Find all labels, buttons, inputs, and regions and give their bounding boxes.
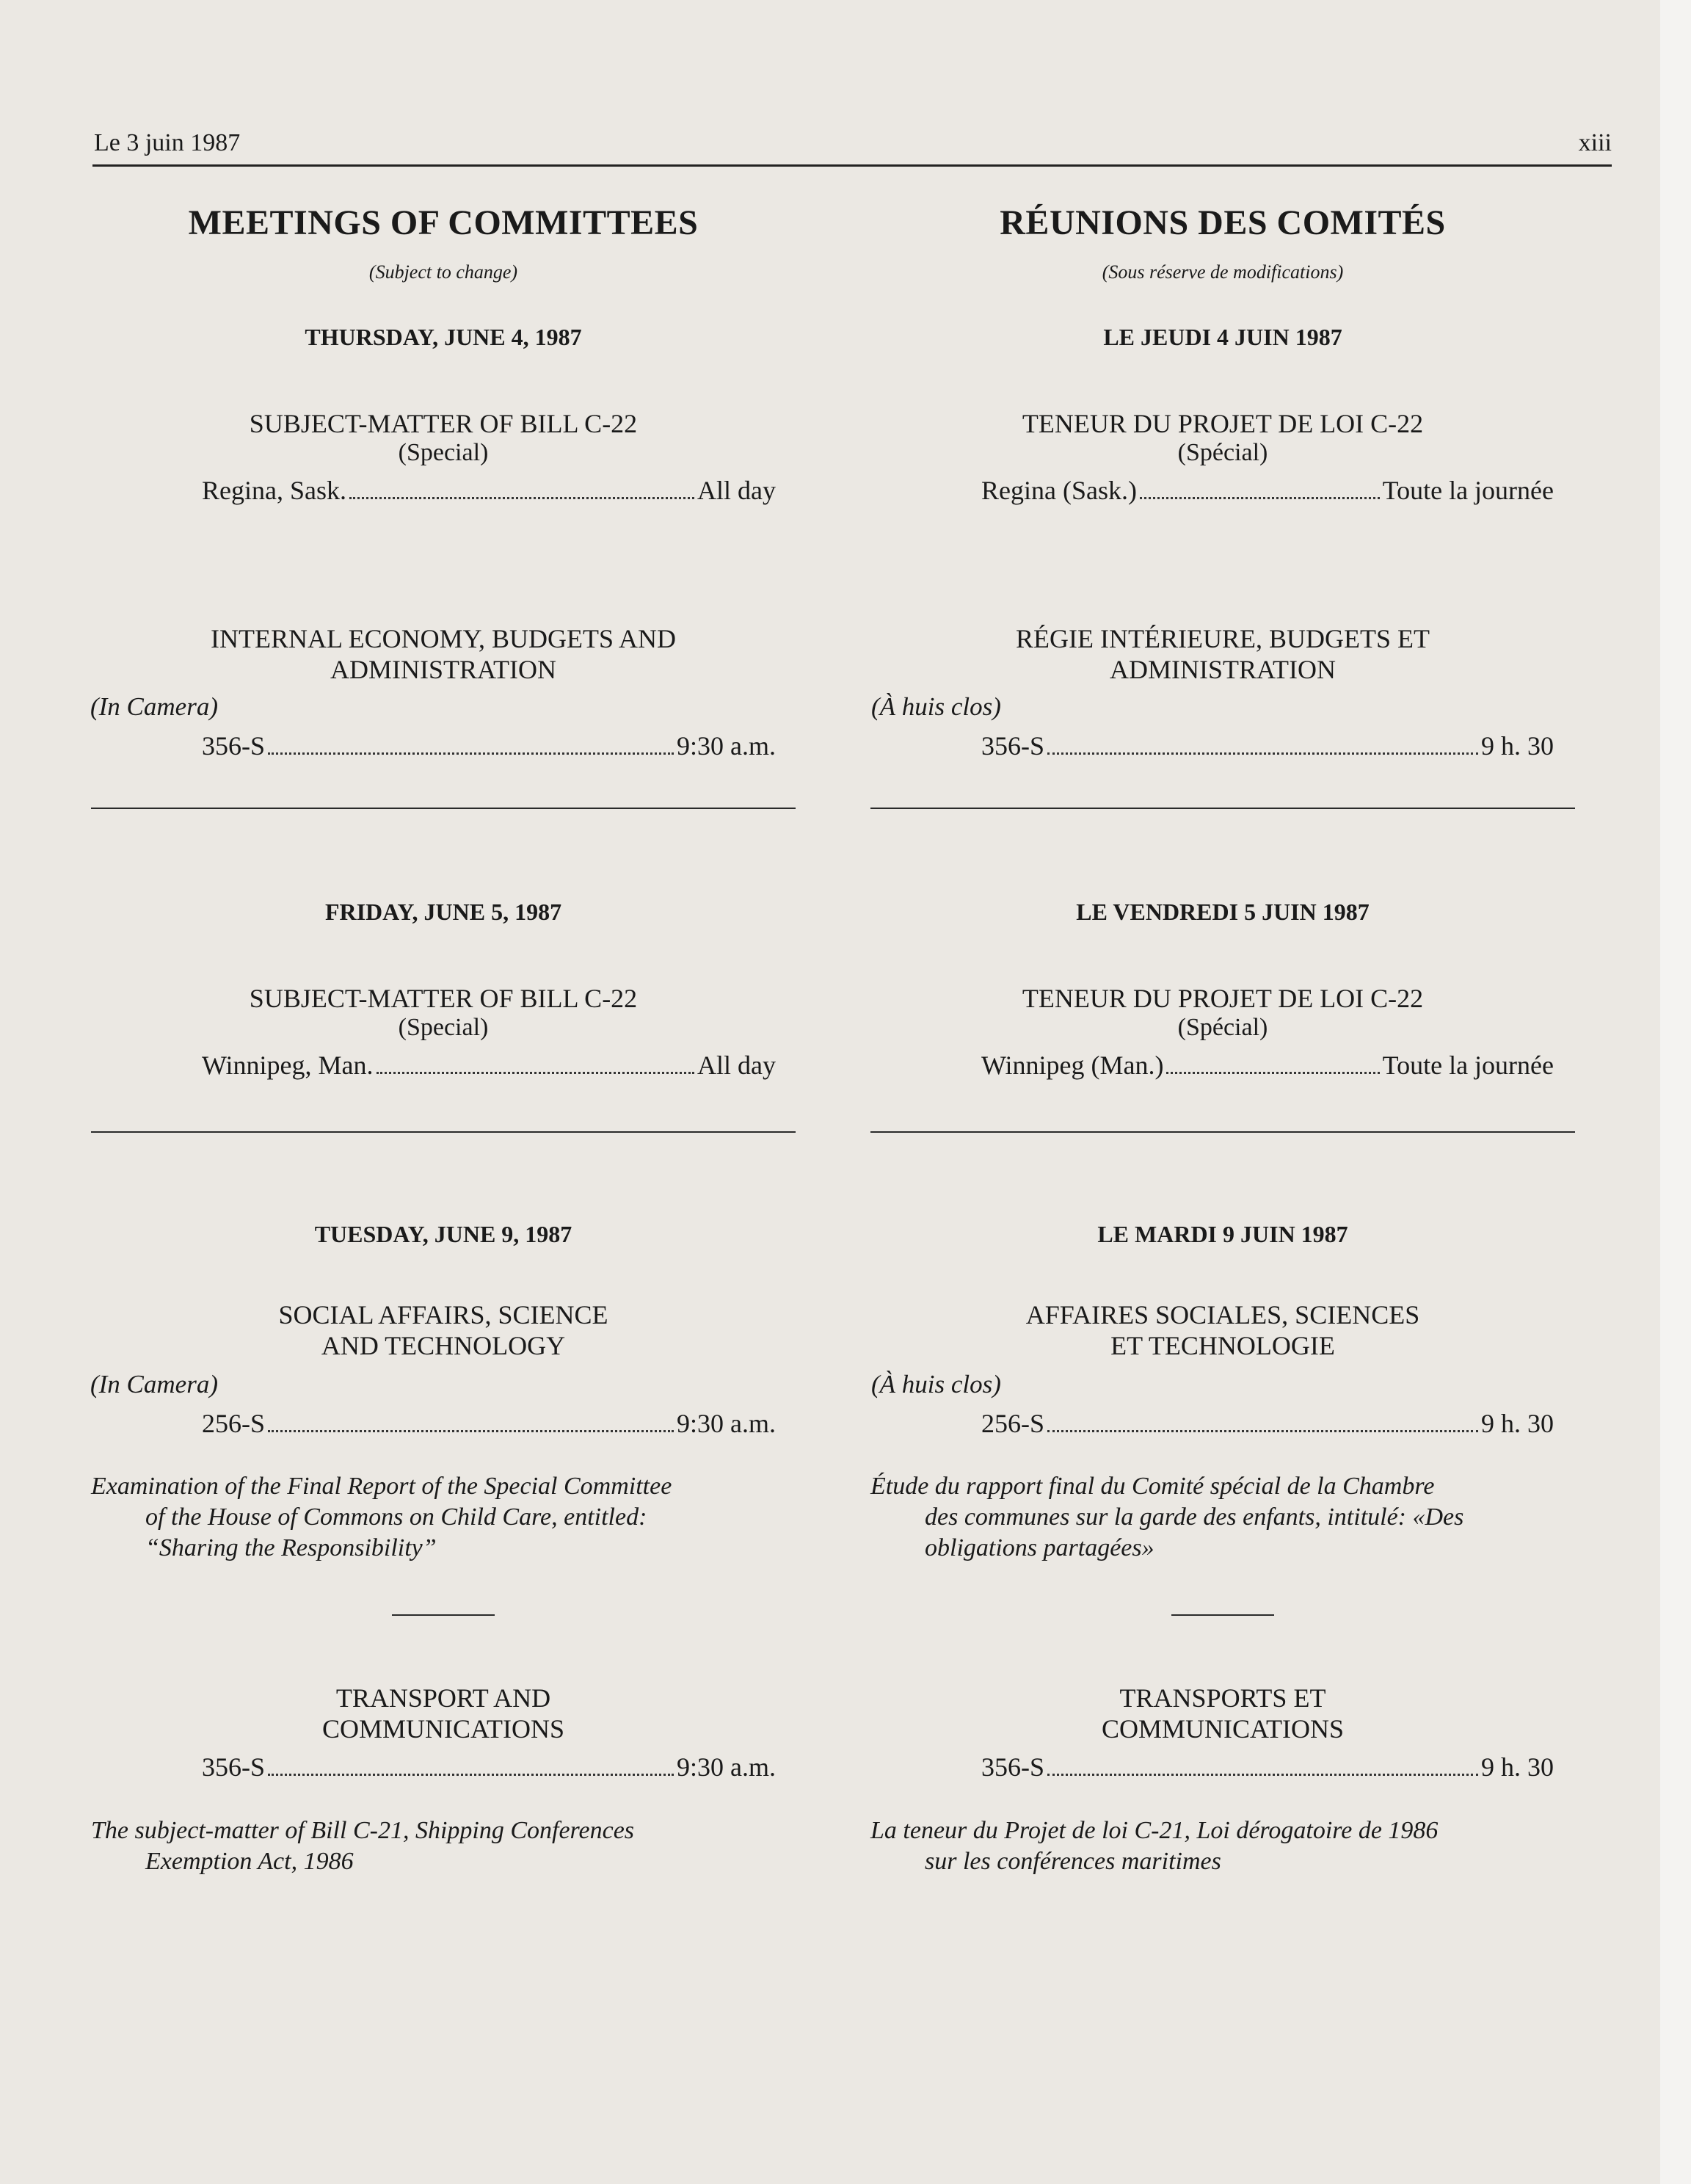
committee-name: TENEUR DU PROJET DE LOI C-22 bbox=[1022, 409, 1424, 438]
meeting-day-heading: THURSDAY, JUNE 4, 1987 bbox=[305, 324, 582, 350]
in-camera-label: (In Camera) bbox=[90, 1370, 218, 1398]
meeting-day-heading: LE MARDI 9 JUIN 1987 bbox=[1097, 1221, 1348, 1247]
committee-type: (Special) bbox=[398, 1014, 489, 1041]
description-line: Étude du rapport final du Comité spécial de la Chambre bbox=[870, 1473, 1435, 1500]
committee-name bbox=[91, 1683, 796, 1744]
meeting-day-heading: FRIDAY, JUNE 5, 1987 bbox=[324, 899, 562, 925]
meeting-time: Toute la journée bbox=[1382, 1051, 1554, 1080]
meeting-time-line bbox=[202, 1408, 776, 1439]
meeting-time: 9 h. 30 bbox=[1481, 1409, 1554, 1438]
section-divider bbox=[91, 808, 796, 809]
meeting-location: Winnipeg, Man. bbox=[202, 1051, 374, 1080]
committee-type: (Spécial) bbox=[1177, 439, 1268, 466]
meeting-description bbox=[870, 1815, 1575, 1877]
description-line: Examination of the Final Report of the Special Committee bbox=[91, 1473, 672, 1500]
meeting-description bbox=[91, 1815, 796, 1877]
committee-name-line: ET TECHNOLOGIE bbox=[1110, 1331, 1335, 1360]
meeting-time-line bbox=[981, 730, 1554, 761]
description-line: sur les conférences maritimes bbox=[925, 1848, 1221, 1875]
meeting-room: 356-S bbox=[981, 1752, 1045, 1782]
meeting-time: All day bbox=[697, 1051, 776, 1080]
section-divider bbox=[91, 1131, 796, 1133]
meeting-room: 356-S bbox=[981, 731, 1045, 761]
committee-name bbox=[91, 623, 796, 685]
meeting-room: 256-S bbox=[981, 1409, 1045, 1438]
committee-name-line: INTERNAL ECONOMY, BUDGETS AND bbox=[210, 624, 676, 653]
meeting-time-line bbox=[202, 475, 776, 506]
description-line: des communes sur la garde des enfants, intitulé: «Des bbox=[925, 1503, 1464, 1531]
in-camera-label: (In Camera) bbox=[90, 692, 218, 721]
meeting-room: 356-S bbox=[202, 731, 266, 761]
committee-name-line: COMMUNICATIONS bbox=[321, 1714, 565, 1744]
section-divider bbox=[870, 1131, 1575, 1133]
column-subtitle: (Subject to change) bbox=[368, 261, 518, 283]
description-line: The subject-matter of Bill C-21, Shipping Conferences bbox=[91, 1817, 635, 1844]
item-divider bbox=[392, 1614, 495, 1616]
column-title: RÉUNIONS DES COMITÉS bbox=[1000, 203, 1446, 242]
meeting-day-heading: LE VENDREDI 5 JUIN 1987 bbox=[1076, 899, 1370, 925]
committee-name: SUBJECT-MATTER OF BILL C-22 bbox=[249, 409, 638, 438]
meeting-time: All day bbox=[697, 476, 776, 505]
meeting-room: 256-S bbox=[202, 1409, 266, 1438]
description-line: La teneur du Projet de loi C-21, Loi dérogatoire de 1986 bbox=[870, 1817, 1439, 1844]
meeting-time-line bbox=[981, 1408, 1554, 1439]
committee-type: (Spécial) bbox=[1177, 1014, 1268, 1041]
meeting-description bbox=[91, 1471, 796, 1564]
meeting-time: 9:30 a.m. bbox=[677, 731, 776, 761]
page-edge bbox=[1660, 0, 1691, 2184]
committee-name-line: SOCIAL AFFAIRS, SCIENCE bbox=[278, 1300, 608, 1329]
meeting-time-line bbox=[981, 1050, 1554, 1081]
header-rule bbox=[92, 164, 1612, 167]
committee-name-line: AND TECHNOLOGY bbox=[321, 1331, 566, 1360]
column-title: MEETINGS OF COMMITTEES bbox=[188, 203, 699, 242]
committee-type: (Special) bbox=[398, 439, 489, 466]
in-camera-label: (À huis clos) bbox=[871, 692, 1001, 721]
meeting-room: 356-S bbox=[202, 1752, 266, 1782]
committee-name-line: ADMINISTRATION bbox=[1110, 655, 1336, 684]
committee-name-line: TRANSPORT AND bbox=[335, 1683, 551, 1713]
committee-name: SUBJECT-MATTER OF BILL C-22 bbox=[249, 984, 638, 1013]
meeting-time-line bbox=[202, 730, 776, 761]
committee-name-line: RÉGIE INTÉRIEURE, BUDGETS ET bbox=[1016, 624, 1430, 653]
description-line: of the House of Commons on Child Care, entitled: bbox=[145, 1503, 647, 1531]
committee-name bbox=[91, 1299, 796, 1361]
description-line: Exemption Act, 1986 bbox=[145, 1848, 354, 1875]
committee-name-line: COMMUNICATIONS bbox=[1101, 1714, 1345, 1744]
meeting-time: 9:30 a.m. bbox=[677, 1409, 776, 1438]
column-subtitle: (Sous réserve de modifications) bbox=[1102, 261, 1344, 283]
committee-name-line: AFFAIRES SOCIALES, SCIENCES bbox=[1025, 1300, 1420, 1329]
header-page-number: xiii bbox=[1578, 129, 1612, 156]
meeting-location: Regina, Sask. bbox=[202, 476, 346, 505]
meeting-time-line bbox=[202, 1050, 776, 1081]
meeting-time-line bbox=[981, 1752, 1554, 1782]
description-line: “Sharing the Responsibility” bbox=[145, 1534, 437, 1561]
header-date: Le 3 juin 1987 bbox=[94, 129, 241, 156]
committee-name-line: TRANSPORTS ET bbox=[1119, 1683, 1326, 1713]
meeting-time-line bbox=[202, 1752, 776, 1782]
meeting-day-heading: TUESDAY, JUNE 9, 1987 bbox=[314, 1221, 572, 1247]
meeting-time-line bbox=[981, 475, 1554, 506]
committee-name-line: ADMINISTRATION bbox=[330, 655, 556, 684]
meeting-time: 9 h. 30 bbox=[1481, 1752, 1554, 1782]
committee-name bbox=[870, 1683, 1575, 1744]
meeting-time: 9:30 a.m. bbox=[677, 1752, 776, 1782]
meeting-time: 9 h. 30 bbox=[1481, 731, 1554, 761]
meeting-location: Regina (Sask.) bbox=[981, 476, 1137, 505]
meeting-time: Toute la journée bbox=[1382, 476, 1554, 505]
item-divider bbox=[1171, 1614, 1274, 1616]
in-camera-label: (À huis clos) bbox=[871, 1370, 1001, 1398]
meeting-location: Winnipeg (Man.) bbox=[981, 1051, 1164, 1080]
description-line: obligations partagées» bbox=[925, 1534, 1154, 1561]
committee-name bbox=[870, 623, 1575, 685]
section-divider bbox=[870, 808, 1575, 809]
meeting-description bbox=[870, 1471, 1575, 1564]
committee-name bbox=[870, 1299, 1575, 1361]
committee-name: TENEUR DU PROJET DE LOI C-22 bbox=[1022, 984, 1424, 1013]
meeting-day-heading: LE JEUDI 4 JUIN 1987 bbox=[1103, 324, 1342, 350]
